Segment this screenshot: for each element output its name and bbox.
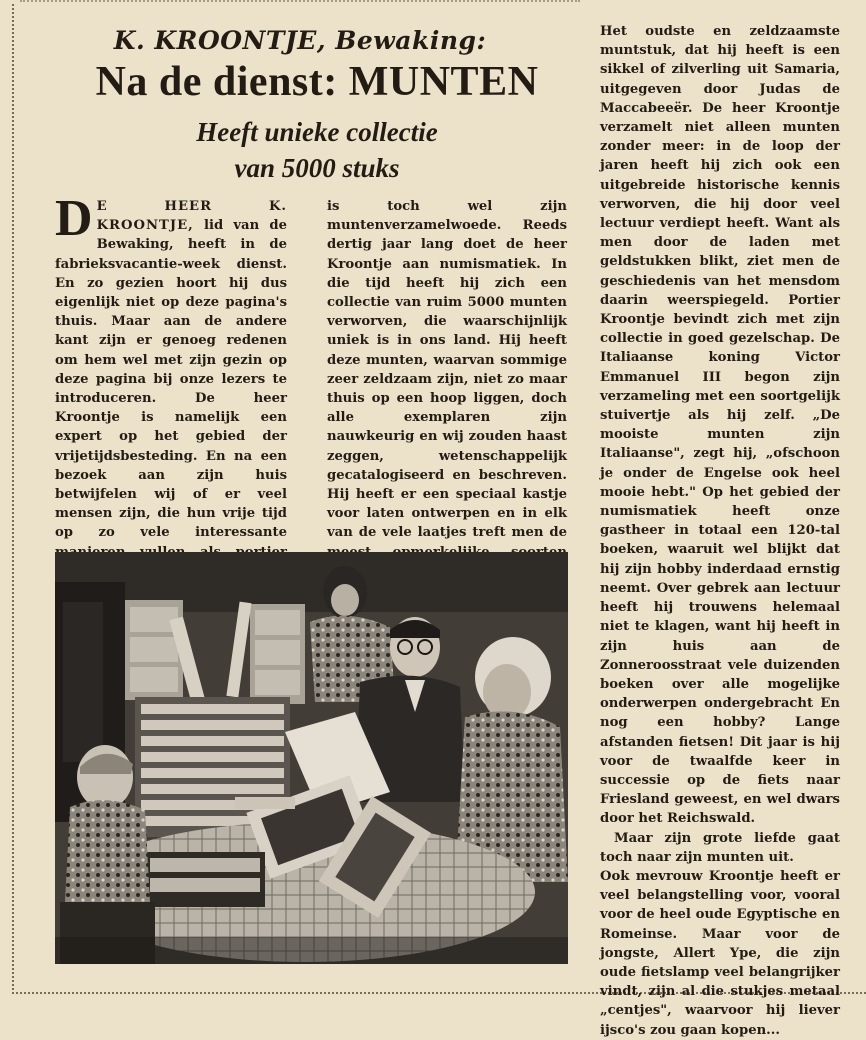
column-3-paragraph-3: Ook mevrouw Kroontje heeft er veel belangstelling voor, vooral voor de heel oude Egyptische en Romeinse. Maar voor de jongste, Allert Ype, die zijn oude fietslamp veel belangrijker vindt, zijn al die stukjes metaal „centjes", waarvoor hij liever ijsco's zou gaan kopen... xyxy=(600,868,840,1038)
column-3 xyxy=(600,22,840,1040)
drop-cap: D xyxy=(55,190,93,247)
family-photo-illustration xyxy=(55,552,568,964)
column-1-text: lid van de Bewaking, heeft in de fabrieksvacantie-week dienst. En zo gezien hoort hij dus eigenlijk niet op deze pagina's thuis. Maar aan de andere kant zijn er genoeg redenen om hem wel met zijn gezin op deze pagina bij onze lezers te introduceren. De heer Kroontje is namelijk een expert op het gebied der vrijetijdsbesteding. En na een bezoek aan zijn huis betwijfelen wij of er veel mensen zijn, die hun vrije tijd op zo vele interessante xyxy=(55,218,287,541)
column-3-paragraph-2: Maar zijn grote liefde gaat toch naar zijn munten uit. xyxy=(600,830,840,865)
lead-in: E HEER K. KROONTJE, xyxy=(96,199,287,234)
article-subhead-line1: Heeft unieke collectie xyxy=(196,117,438,147)
column-2 xyxy=(327,197,567,581)
article-subhead-line2: van 5000 stuks xyxy=(234,153,400,183)
family-photo xyxy=(55,552,568,964)
page-top-edge xyxy=(20,0,580,6)
column-1-paragraph-1 xyxy=(55,190,287,581)
column-3-paragraph-1: Het oudste en zeldzaamste muntstuk, dat hij heeft is een sikkel of zilverling uit Samaria, uitgegeven door Judas de Maccabeeër. De heer Kroontje verzamelt niet alleen munten zonder meer: in de loop der jaren heeft hij zich ook een uitgebreide historische kennis verworven, die hij door veel lectuur verdiept heeft. Want als men door de laden met geldstukken blikt, ziet men de geschiedenis van het mensdom daarin weerspiegeld. Portier Kroontje bevindt zich met zijn collectie in goed gezelschap. De Italiaanse koning Victor Emmanuel III begon zijn verzameling met een soortgelijk stuivertje als hij zelf. „De mooiste munten zijn Italiaanse", zegt hij, „ofschoon je onder de Engelse ook heel mooie hebt." Op het gebied der numismatiek heeft onze gastheer in totaal een 120-tal boeken, waaruit wel blijkt dat hij zijn hobby inderdaad ernstig neemt. Over gebrek aan lectuur heeft hij trouwens helemaal niet te klagen, want hij heeft in zijn huis aan de Zonneroosstraat vele duizenden boeken over alle mogelijke onderwerpen ondergebracht En nog een hobby? Lange afstanden fietsen! Dit jaar is hij voor de twaalfde keer in successie op de fiets naar Friesland geweest, en wel dwars door het Reichswald. xyxy=(600,24,840,827)
article-kicker: K. KROONTJE, Bewaking: xyxy=(113,26,487,55)
column-2-paragraph-1: is toch wel zijn muntenverzamelwoede. Reeds dertig jaar lang doet de heer Kroontje aan numismatiek. In die tijd heeft hij zich een collectie van ruim 5000 munten verworven, die waarschijnlijk uniek is in ons land. Hij heeft deze munten, waarvan sommige zeer zeldzaam zijn, niet zo maar thuis op een hoop liggen, doch alle exemplaren zijn nauwkeurig en wij zouden haast zeggen, wetenschappelijk gecatalogiseerd en beschreven. Hij heeft er een speciaal kastje voor laten ontwerpen en in elk van de vele laatjes treft men de xyxy=(327,199,567,541)
article-headline: Na de dienst: MUNTEN xyxy=(95,59,539,105)
